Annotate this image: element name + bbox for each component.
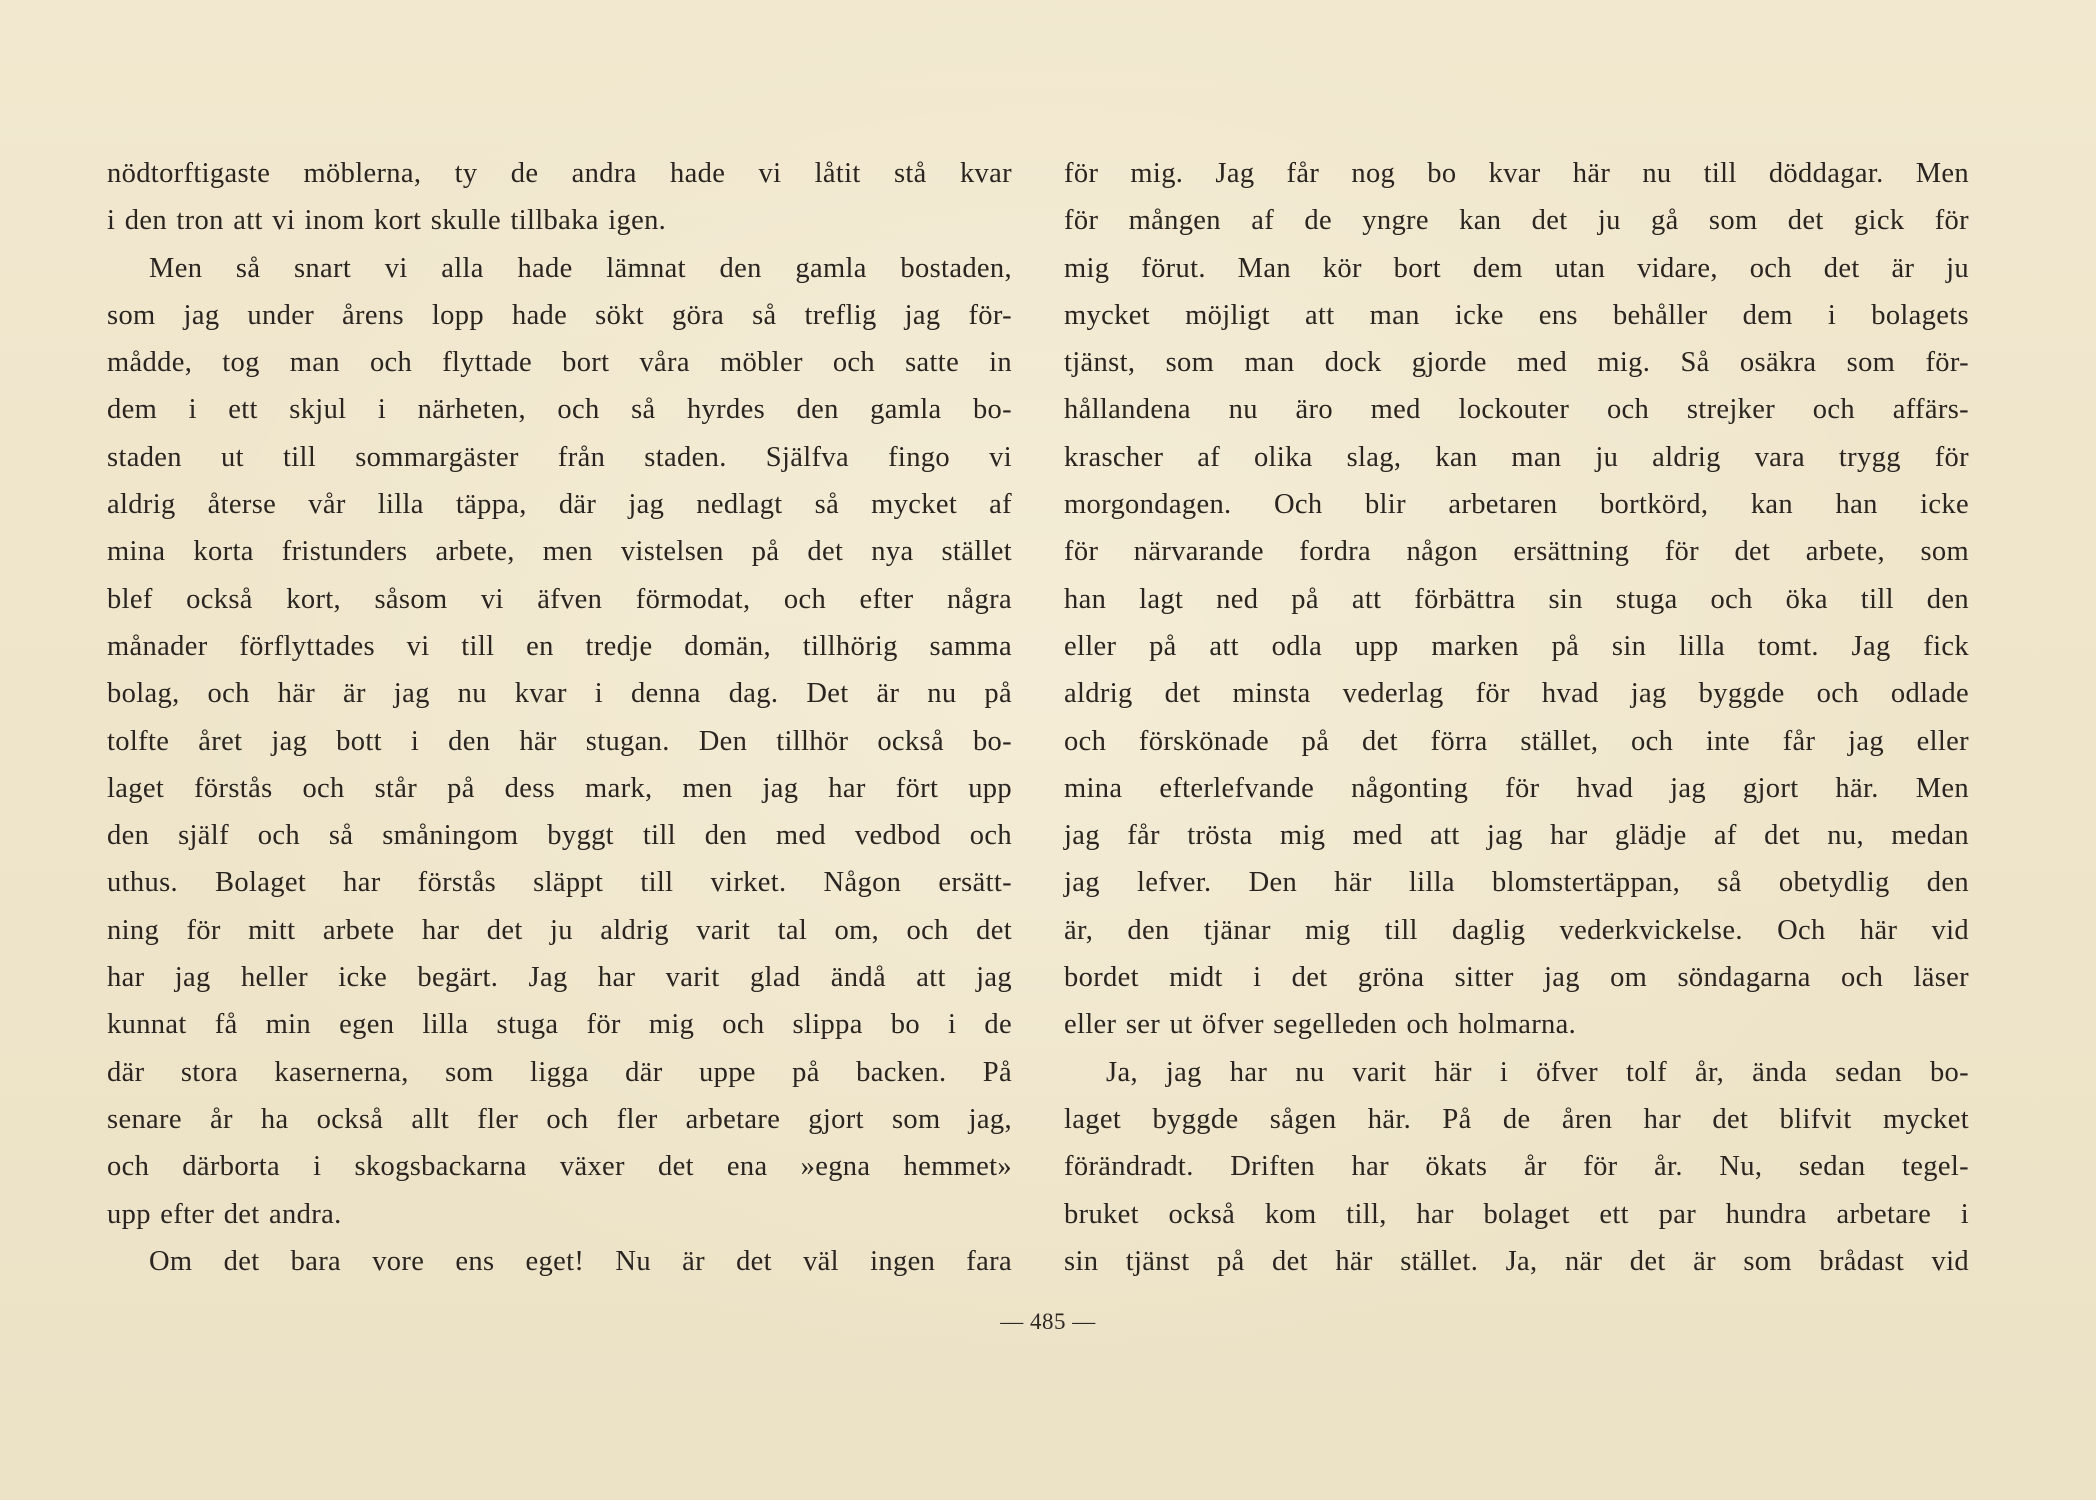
text-line: i den tron att vi inom kort skulle tillbaka igen. — [107, 205, 667, 237]
text-line: och förskönade på det förra stället, och inte får jag eller — [1064, 725, 1969, 757]
text-line: bolag, och här är jag nu kvar i denna dag. Det är nu på — [107, 678, 1012, 710]
text-line: aldrig det minsta vederlag för hvad jag byggde och odlade — [1064, 678, 1969, 710]
text-line: eller på att odla upp marken på sin lilla tomt. Jag fick — [1064, 630, 1969, 662]
left-text-column — [107, 150, 1012, 1285]
text-line: uthus. Bolaget har förstås släppt till virket. Någon ersätt- — [107, 867, 1012, 899]
text-line: och därborta i skogsbackarna växer det ena »egna hemmet» — [107, 1151, 1012, 1183]
text-line: morgondagen. Och blir arbetaren bortkörd, kan han icke — [1064, 489, 1969, 521]
text-line: tolfte året jag bott i den här stugan. Den tillhör också bo- — [107, 725, 1012, 757]
text-line: dem i ett skjul i närheten, och så hyrdes den gamla bo- — [107, 394, 1012, 426]
text-line: förändradt. Driften har ökats år för år. Nu, sedan tegel- — [1064, 1151, 1969, 1183]
text-line: Men så snart vi alla hade lämnat den gamla bostaden, — [149, 252, 1012, 284]
text-line: månader förflyttades vi till en tredje domän, tillhörig samma — [107, 630, 1012, 662]
text-line: kunnat få min egen lilla stuga för mig och slippa bo i de — [107, 1009, 1012, 1041]
text-line: mycket möjligt att man icke ens behåller dem i bolagets — [1064, 299, 1969, 331]
text-line: mådde, tog man och flyttade bort våra möbler och satte in — [107, 347, 1012, 379]
text-line: nödtorftigaste möblerna, ty de andra hade vi låtit stå kvar — [107, 158, 1012, 189]
text-line: bordet midt i det gröna sitter jag om söndagarna och läser — [1064, 962, 1969, 994]
text-line: sin tjänst på det här stället. Ja, när det är som brådast vid — [1064, 1245, 1969, 1277]
text-line: eller ser ut öfver segelleden och holmarna. — [1064, 1009, 1577, 1041]
text-line: mina korta fristunders arbete, men vistelsen på det nya stället — [107, 536, 1012, 568]
text-line: där stora kasernerna, som ligga där uppe på backen. På — [107, 1056, 1012, 1088]
text-line: har jag heller icke begärt. Jag har varit glad ändå att jag — [107, 962, 1012, 994]
text-line: laget byggde sågen här. På de åren har det blifvit mycket — [1064, 1103, 1969, 1135]
text-line: tjänst, som man dock gjorde med mig. Så osäkra som för- — [1064, 347, 1969, 379]
text-line: senare år ha också allt fler och fler arbetare gjort som jag, — [107, 1103, 1012, 1135]
text-line: är, den tjänar mig till daglig vederkvickelse. Och här vid — [1064, 914, 1969, 946]
text-line: han lagt ned på att förbättra sin stuga och öka till den — [1064, 583, 1969, 615]
text-line: bruket också kom till, har bolaget ett par hundra arbetare i — [1064, 1198, 1969, 1230]
text-line: jag lefver. Den här lilla blomstertäppan, så obetydlig den — [1064, 867, 1969, 899]
text-line: Om det bara vore ens eget! Nu är det väl ingen fara — [149, 1245, 1012, 1277]
text-line: för mången af de yngre kan det ju gå som det gick för — [1064, 205, 1969, 237]
text-line: den själf och så småningom byggt till den med vedbod och — [107, 820, 1012, 852]
text-line: upp efter det andra. — [107, 1198, 342, 1230]
text-line: jag får trösta mig med att jag har glädje af det nu, medan — [1064, 820, 1969, 852]
text-line: aldrig återse vår lilla täppa, där jag nedlagt så mycket af — [107, 489, 1012, 521]
text-line: laget förstås och står på dess mark, men jag har fört upp — [107, 772, 1012, 804]
text-line: staden ut till sommargäster från staden. Själfva fingo vi — [107, 441, 1012, 473]
text-line: ning för mitt arbete har det ju aldrig varit tal om, och det — [107, 914, 1012, 946]
text-line: mina efterlefvande någonting för hvad jag gjort här. Men — [1064, 772, 1969, 804]
text-line: för närvarande fordra någon ersättning för det arbete, som — [1064, 536, 1969, 568]
page-number: — 485 — — [1000, 1309, 1096, 1334]
text-line: mig förut. Man kör bort dem utan vidare, och det är ju — [1064, 252, 1969, 284]
text-line: krascher af olika slag, kan man ju aldrig vara trygg för — [1064, 441, 1969, 473]
text-line: blef också kort, såsom vi äfven förmodat, och efter några — [107, 583, 1012, 615]
right-text-column — [1064, 150, 1969, 1285]
text-line: för mig. Jag får nog bo kvar här nu till döddagar. Men — [1064, 158, 1969, 189]
text-line: som jag under årens lopp hade sökt göra så treflig jag för- — [107, 299, 1012, 331]
text-line: Ja, jag har nu varit här i öfver tolf år, ända sedan bo- — [1106, 1056, 1969, 1088]
text-line: hållandena nu äro med lockouter och strejker och affärs- — [1064, 394, 1969, 426]
